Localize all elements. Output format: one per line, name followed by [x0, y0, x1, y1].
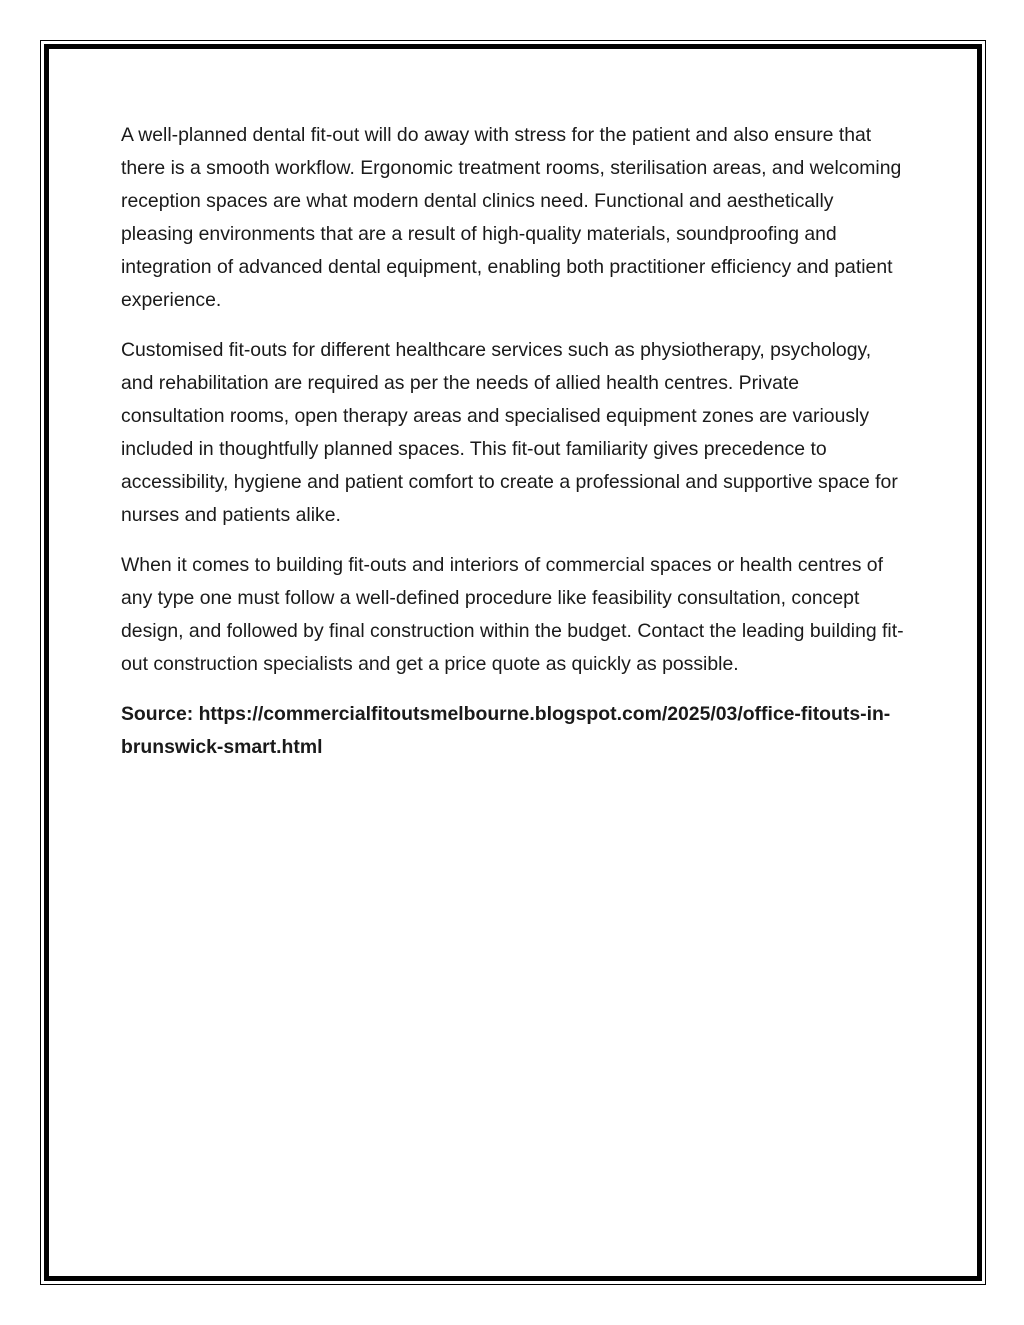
paragraph-dental-fitout: A well-planned dental fit-out will do away with stress for the patient and also ensure that there is a smooth workflow. Ergonomic treatment rooms, sterilisation areas, and welcoming reception spaces are what modern dental clinics need. Functional and aesthetically pleasing environments that are a result of high-quality materials, soundproofing and integration of advanced dental equipment, enabling both practitioner efficiency and patient experience. — [121, 124, 902, 311]
document-body — [121, 119, 906, 781]
paragraph-allied-health: Customised fit-outs for different healthcare services such as physiotherapy, psychology, and rehabilitation are required as per the needs of allied health centres. Private consultation rooms, open therapy areas and specialised equipment zones are variously included in thoughtfully planned spaces. This fit-out familiarity gives precedence to accessibility, hygiene and patient comfort to create a professional and supportive space for nurses and patients alike. — [121, 339, 898, 526]
source-link[interactable]: Source: https://commercialfitoutsmelbourne.blogspot.com/2025/03/office-fitouts-in-brunswick-smart.html — [121, 703, 891, 758]
paragraph-building-fitout: When it comes to building fit-outs and interiors of commercial spaces or health centres of any type one must follow a well-defined procedure like feasibility consultation, concept design, and followed by final construction within the budget. Contact the leading building fit-out construction specialists and get a price quote as quickly as possible. — [121, 554, 904, 675]
